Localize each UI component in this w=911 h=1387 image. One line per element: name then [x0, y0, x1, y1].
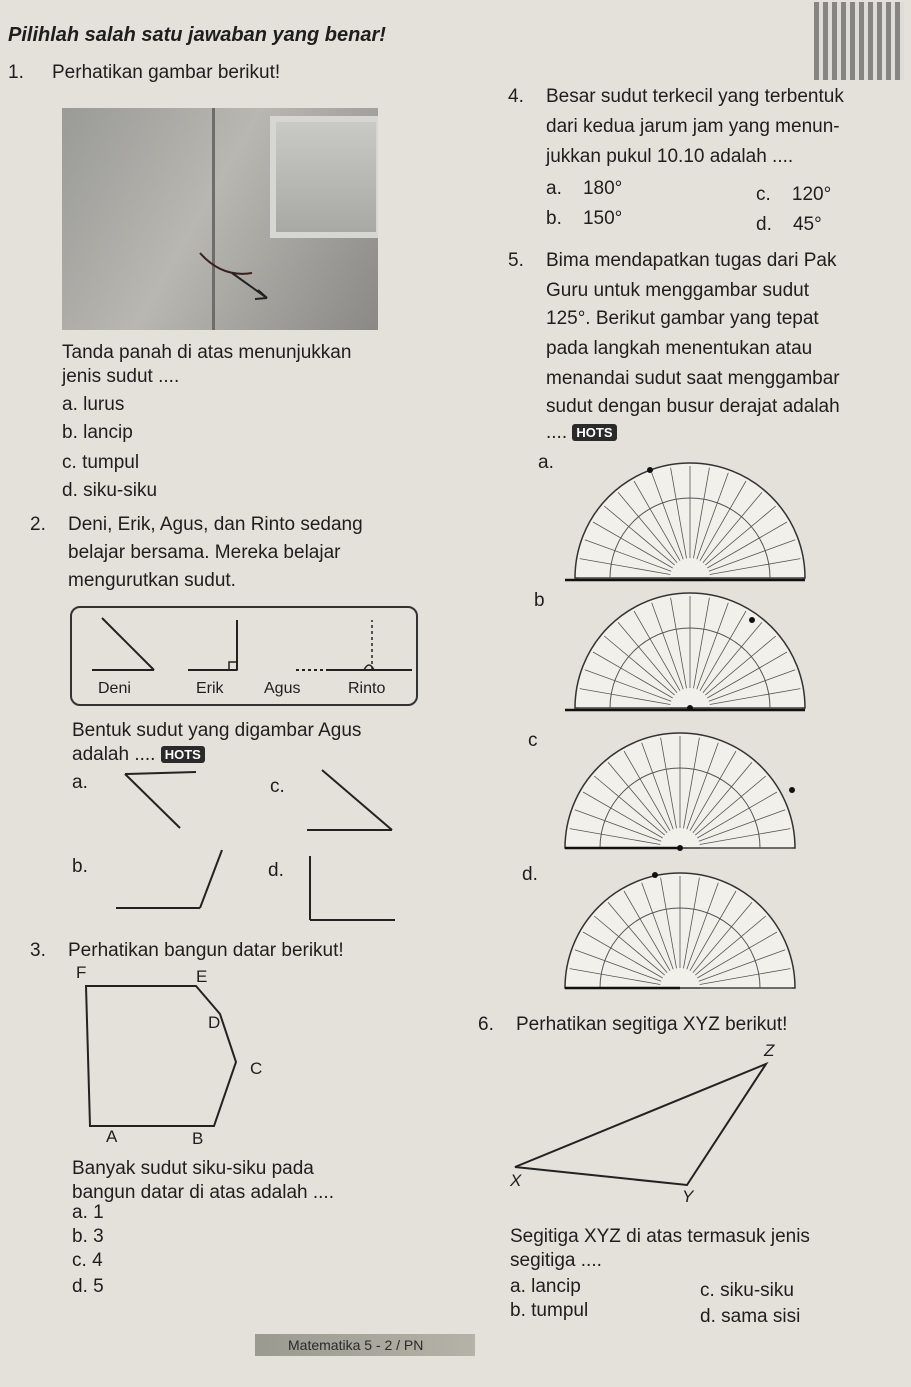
- q4-number: 4.: [508, 86, 524, 107]
- q4-option-b[interactable]: b. 150°: [546, 208, 623, 229]
- q2-option-c[interactable]: c.: [270, 776, 285, 797]
- q5-line7: .... HOTS: [546, 422, 617, 444]
- q2-option-d[interactable]: d.: [268, 860, 284, 881]
- q6-number: 6.: [478, 1014, 494, 1035]
- q2-line3: mengurutkan sudut.: [68, 570, 236, 591]
- q4-line2: dari kedua jarum jam yang menun-: [546, 116, 840, 137]
- q2-line1: Deni, Erik, Agus, dan Rinto sedang: [68, 514, 363, 535]
- q1-option-d[interactable]: d. siku-siku: [62, 480, 158, 501]
- q1-option-a[interactable]: a. lurus: [62, 394, 125, 415]
- q6-question-line2: segitiga ....: [510, 1250, 602, 1271]
- q5-option-c[interactable]: c: [528, 730, 538, 751]
- q4-option-a[interactable]: a. 180°: [546, 178, 623, 199]
- q5-line2: Guru untuk menggambar sudut: [546, 280, 809, 301]
- q1-question-line2: jenis sudut ....: [62, 366, 180, 387]
- q1-number: 1.: [8, 62, 24, 83]
- q3-option-d[interactable]: d. 5: [72, 1276, 104, 1297]
- q5-line3: 125°. Berikut gambar yang tepat: [546, 308, 819, 329]
- footer-text: Matematika 5 - 2 / PN: [288, 1337, 424, 1353]
- q5-line1: Bima mendapatkan tugas dari Pak: [546, 250, 837, 271]
- q2-name-rinto: Rinto: [348, 680, 386, 697]
- q3-question-line1: Banyak sudut siku-siku pada: [72, 1158, 314, 1179]
- q1-prompt: Perhatikan gambar berikut!: [52, 62, 281, 83]
- q5-option-b[interactable]: b: [534, 590, 545, 611]
- q4-line1: Besar sudut terkecil yang terbentuk: [546, 86, 844, 107]
- q5-line6: sudut dengan busur derajat adalah: [546, 396, 840, 417]
- q3-prompt: Perhatikan bangun datar berikut!: [68, 940, 344, 961]
- q3-vertex-a: A: [106, 1127, 118, 1146]
- q3-vertex-c: C: [250, 1059, 263, 1078]
- q5-number: 5.: [508, 250, 524, 271]
- q2-line2: belajar bersama. Mereka belajar: [68, 542, 341, 563]
- q3-vertex-b: B: [192, 1129, 204, 1148]
- q6-option-c[interactable]: c. siku-siku: [700, 1280, 794, 1301]
- q6-vertex-z: Z: [764, 1041, 775, 1060]
- q6-vertex-x: X: [510, 1171, 522, 1190]
- hots-badge: HOTS: [161, 746, 205, 763]
- q1-question-line1: Tanda panah di atas menunjukkan: [62, 342, 352, 363]
- q2-option-b[interactable]: b.: [72, 856, 88, 877]
- q2-name-agus: Agus: [264, 680, 301, 697]
- q4-line3: jukkan pukul 10.10 adalah ....: [546, 146, 794, 167]
- q1-option-b[interactable]: b. lancip: [62, 422, 133, 443]
- q2-option-a[interactable]: a.: [72, 772, 88, 793]
- q3-number: 3.: [30, 940, 46, 961]
- q4-option-c[interactable]: c. 120°: [756, 184, 832, 205]
- q5-line4: pada langkah menentukan atau: [546, 338, 813, 359]
- q1-option-c[interactable]: c. tumpul: [62, 452, 140, 473]
- q3-option-c[interactable]: c. 4: [72, 1250, 103, 1271]
- q2-name-erik: Erik: [196, 680, 224, 697]
- q6-option-a[interactable]: a. lancip: [510, 1276, 581, 1297]
- q6-prompt: Perhatikan segitiga XYZ berikut!: [516, 1014, 788, 1035]
- q6-option-b[interactable]: b. tumpul: [510, 1300, 589, 1321]
- q2-question-line2: adalah .... HOTS: [72, 744, 205, 766]
- q3-option-a[interactable]: a. 1: [72, 1202, 104, 1223]
- q5-option-d[interactable]: d.: [522, 864, 538, 885]
- q6-option-d[interactable]: d. sama sisi: [700, 1306, 801, 1327]
- q3-vertex-f: F: [76, 963, 87, 982]
- q3-vertex-e: E: [196, 967, 208, 986]
- q3-question-line2: bangun datar di atas adalah ....: [72, 1182, 334, 1203]
- q6-vertex-y: Y: [682, 1187, 694, 1206]
- q3-option-b[interactable]: b. 3: [72, 1226, 104, 1247]
- q3-vertex-d: D: [208, 1013, 221, 1032]
- q6-question-line1: Segitiga XYZ di atas termasuk jenis: [510, 1226, 810, 1247]
- hots-badge: HOTS: [572, 424, 616, 441]
- q5-option-a[interactable]: a.: [538, 452, 554, 473]
- q5-line5: menandai sudut saat menggambar: [546, 368, 840, 389]
- page-instruction: Pilihlah salah satu jawaban yang benar!: [8, 24, 386, 46]
- q2-question-line1: Bentuk sudut yang digambar Agus: [72, 720, 362, 741]
- q4-option-d[interactable]: d. 45°: [756, 214, 822, 235]
- q2-name-deni: Deni: [98, 680, 131, 697]
- q2-number: 2.: [30, 514, 46, 535]
